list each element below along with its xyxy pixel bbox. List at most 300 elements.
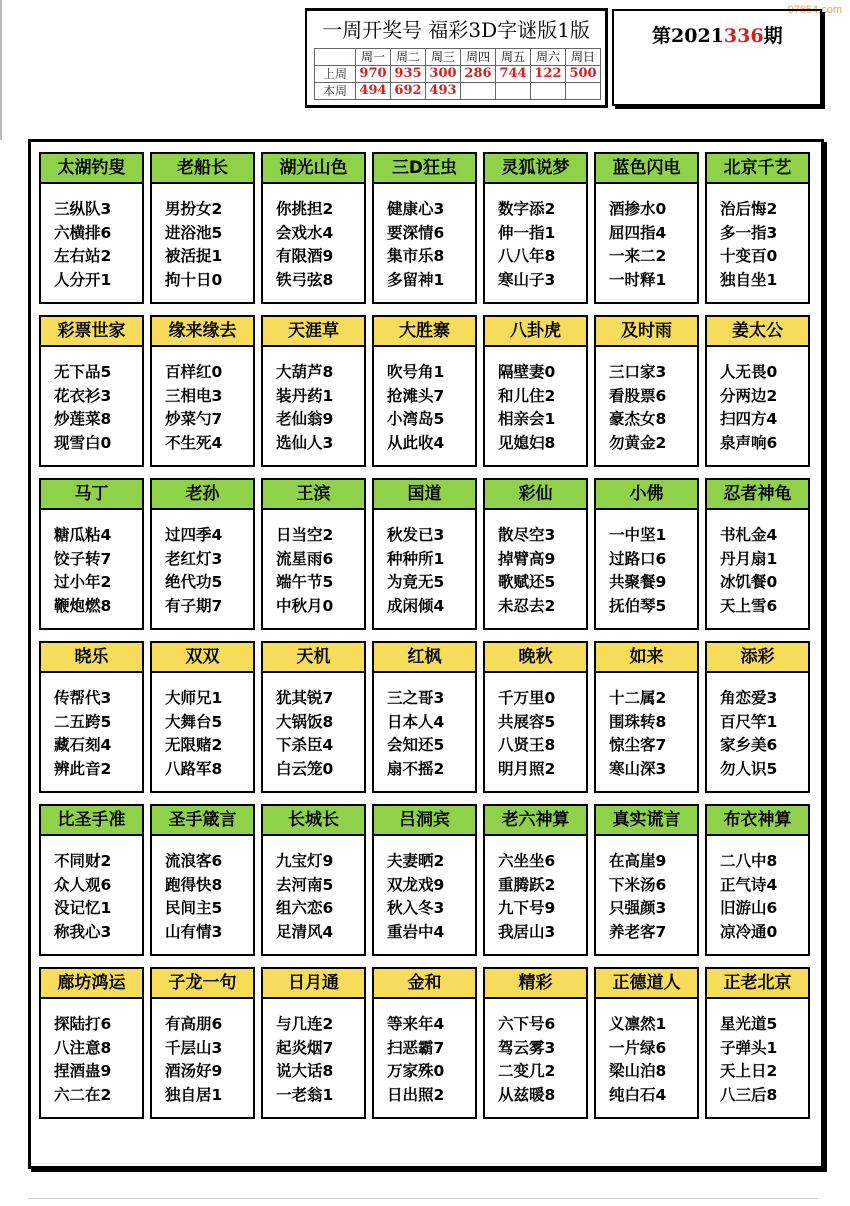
puzzle-lines bbox=[263, 673, 364, 781]
puzzle-lines bbox=[263, 510, 364, 618]
puzzle-lines bbox=[485, 184, 586, 292]
puzzle-author: 小佛 bbox=[596, 480, 697, 510]
puzzle-card bbox=[39, 152, 144, 304]
puzzle-line: 不同财2 bbox=[54, 852, 112, 870]
puzzle-line: 组六恋6 bbox=[276, 899, 334, 917]
puzzle-line: 跑得快8 bbox=[165, 875, 223, 894]
puzzle-line: 下米汤6 bbox=[609, 875, 667, 894]
puzzle-line: 扫恶霸7 bbox=[387, 1038, 445, 1057]
puzzle-lines bbox=[374, 999, 475, 1107]
puzzle-line: 捏酒蛊9 bbox=[54, 1062, 112, 1080]
draw-number: 692 bbox=[391, 83, 426, 100]
puzzle-line: 辨此音2 bbox=[54, 759, 112, 778]
bottom-divider bbox=[28, 1198, 818, 1199]
puzzle-line: 一老翁1 bbox=[276, 1085, 334, 1104]
puzzle-lines bbox=[41, 999, 142, 1107]
puzzle-line: 过四季4 bbox=[165, 526, 223, 544]
puzzle-card bbox=[150, 641, 255, 793]
puzzle-line: 千层山3 bbox=[165, 1038, 223, 1057]
puzzle-author: 子龙一句 bbox=[152, 969, 253, 999]
puzzle-author: 老船长 bbox=[152, 154, 253, 184]
puzzle-lines bbox=[152, 836, 253, 944]
puzzle-line: 冰饥餐0 bbox=[720, 573, 778, 591]
puzzle-line: 二五跨5 bbox=[54, 712, 112, 731]
puzzle-line: 泉声响6 bbox=[720, 433, 778, 452]
puzzle-line: 九宝灯9 bbox=[276, 852, 334, 870]
puzzle-card bbox=[261, 315, 366, 467]
puzzle-author: 正德道人 bbox=[596, 969, 697, 999]
puzzle-lines bbox=[596, 510, 697, 618]
puzzle-author: 吕洞宾 bbox=[374, 806, 475, 836]
puzzle-line: 正气诗4 bbox=[720, 875, 778, 894]
puzzle-line: 双龙戏9 bbox=[387, 875, 445, 894]
puzzle-line: 多留神1 bbox=[387, 270, 445, 289]
puzzle-card bbox=[483, 478, 588, 630]
puzzle-lines bbox=[485, 510, 586, 618]
puzzle-author: 八卦虎 bbox=[485, 317, 586, 347]
puzzle-line: 有高朋6 bbox=[165, 1015, 223, 1033]
puzzle-lines bbox=[152, 999, 253, 1107]
puzzle-line: 端午节5 bbox=[276, 573, 334, 591]
puzzle-line: 书札金4 bbox=[720, 526, 778, 544]
puzzle-line: 三相电3 bbox=[165, 386, 223, 405]
draw-number bbox=[531, 83, 566, 100]
puzzle-line: 百样红0 bbox=[165, 363, 223, 381]
puzzle-line: 看股票6 bbox=[609, 386, 667, 405]
puzzle-card bbox=[261, 804, 366, 956]
puzzle-line: 糖瓜粘4 bbox=[54, 526, 112, 544]
puzzle-lines bbox=[41, 347, 142, 455]
issue-number bbox=[652, 21, 783, 48]
puzzle-card bbox=[372, 315, 477, 467]
puzzle-lines bbox=[596, 184, 697, 292]
puzzle-line: 过路口6 bbox=[609, 549, 667, 568]
puzzle-line: 流星雨6 bbox=[276, 549, 334, 568]
puzzle-line: 吹号角1 bbox=[387, 363, 445, 381]
puzzle-line: 下杀臣4 bbox=[276, 736, 334, 754]
puzzle-author: 彩仙 bbox=[485, 480, 586, 510]
puzzle-line: 等来年4 bbox=[387, 1015, 445, 1033]
puzzle-line: 子弹头1 bbox=[720, 1038, 778, 1057]
puzzle-line: 被活捉1 bbox=[165, 247, 223, 265]
puzzle-author: 布衣神算 bbox=[707, 806, 808, 836]
puzzle-line: 有子期7 bbox=[165, 596, 223, 615]
puzzle-author: 王滨 bbox=[263, 480, 364, 510]
puzzle-line: 共展容5 bbox=[498, 712, 556, 731]
puzzle-lines bbox=[41, 510, 142, 618]
puzzle-card bbox=[372, 641, 477, 793]
puzzle-line: 义凛然1 bbox=[609, 1015, 667, 1033]
draw-number bbox=[461, 83, 496, 100]
puzzle-lines bbox=[596, 836, 697, 944]
puzzle-card bbox=[705, 152, 810, 304]
puzzle-line: 歌赋还5 bbox=[498, 573, 556, 591]
puzzle-card bbox=[705, 804, 810, 956]
puzzle-line: 大师兄1 bbox=[165, 689, 223, 707]
puzzle-line: 围珠转8 bbox=[609, 712, 667, 731]
puzzle-line: 小湾岛5 bbox=[387, 410, 445, 428]
puzzle-line: 伸一指1 bbox=[498, 223, 556, 242]
puzzle-author: 国道 bbox=[374, 480, 475, 510]
puzzle-line: 大舞台5 bbox=[165, 712, 223, 731]
puzzle-card bbox=[705, 315, 810, 467]
puzzle-author: 湖光山色 bbox=[263, 154, 364, 184]
puzzle-author: 姜太公 bbox=[707, 317, 808, 347]
day-label: 周六 bbox=[531, 49, 566, 66]
puzzle-lines bbox=[263, 184, 364, 292]
puzzle-line: 驾云雾3 bbox=[498, 1038, 556, 1057]
puzzle-card bbox=[483, 315, 588, 467]
puzzle-line: 散尽空3 bbox=[498, 526, 556, 544]
puzzle-line: 星光道5 bbox=[720, 1015, 778, 1033]
puzzle-line: 花衣衫3 bbox=[54, 386, 112, 405]
puzzle-card bbox=[594, 967, 699, 1119]
day-label: 周日 bbox=[566, 49, 601, 66]
puzzle-line: 旧游山6 bbox=[720, 899, 778, 917]
puzzle-lines bbox=[707, 836, 808, 944]
puzzle-lines bbox=[485, 347, 586, 455]
puzzle-author: 老孙 bbox=[152, 480, 253, 510]
puzzle-author: 精彩 bbox=[485, 969, 586, 999]
puzzle-author: 添彩 bbox=[707, 643, 808, 673]
puzzle-line: 饺子转7 bbox=[54, 549, 112, 568]
draw-number: 286 bbox=[461, 66, 496, 83]
puzzle-line: 选仙人3 bbox=[276, 433, 334, 452]
puzzle-line: 我居山3 bbox=[498, 922, 556, 941]
puzzle-line: 明月照2 bbox=[498, 759, 556, 778]
puzzle-author: 日月通 bbox=[263, 969, 364, 999]
puzzle-line: 要深情6 bbox=[387, 223, 445, 242]
puzzle-author: 圣手箴言 bbox=[152, 806, 253, 836]
day-label: 周四 bbox=[461, 49, 496, 66]
puzzle-line: 万家殊0 bbox=[387, 1062, 445, 1080]
this-week-row bbox=[315, 83, 601, 100]
puzzle-lines bbox=[152, 184, 253, 292]
puzzle-line: 为竟无5 bbox=[387, 573, 445, 591]
puzzle-line: 大葫芦8 bbox=[276, 363, 334, 381]
puzzle-line: 没记忆1 bbox=[54, 899, 112, 917]
puzzle-author: 及时雨 bbox=[596, 317, 697, 347]
puzzle-card bbox=[594, 641, 699, 793]
puzzle-line: 家乡美6 bbox=[720, 736, 778, 754]
puzzle-line: 酒掺水0 bbox=[609, 200, 667, 218]
puzzle-card bbox=[483, 641, 588, 793]
puzzle-line: 你挑担2 bbox=[276, 200, 334, 218]
puzzle-card bbox=[594, 804, 699, 956]
puzzle-author: 如来 bbox=[596, 643, 697, 673]
puzzle-line: 进浴池5 bbox=[165, 223, 223, 242]
puzzle-line: 三之哥3 bbox=[387, 689, 445, 707]
puzzle-line: 百尺竿1 bbox=[720, 712, 778, 731]
puzzle-line: 老红灯3 bbox=[165, 549, 223, 568]
puzzle-line: 八八年8 bbox=[498, 247, 556, 265]
puzzle-lines bbox=[707, 184, 808, 292]
puzzle-line: 抢滩头7 bbox=[387, 386, 445, 405]
puzzle-line: 共聚餐9 bbox=[609, 573, 667, 591]
puzzle-card bbox=[594, 152, 699, 304]
puzzle-lines bbox=[41, 836, 142, 944]
puzzle-lines bbox=[707, 673, 808, 781]
draw-number: 300 bbox=[426, 66, 461, 83]
puzzle-line: 六下号6 bbox=[498, 1015, 556, 1033]
puzzle-author: 太湖钓叟 bbox=[41, 154, 142, 184]
weekly-draw-box bbox=[305, 8, 608, 108]
header-title: 一周开奖号 福彩3D字谜版1版 bbox=[322, 18, 590, 42]
puzzle-grid bbox=[28, 139, 824, 1169]
puzzle-line: 众人观6 bbox=[54, 875, 112, 894]
puzzle-line: 六二在2 bbox=[54, 1085, 112, 1104]
puzzle-line: 传帮代3 bbox=[54, 689, 112, 707]
puzzle-author: 天涯草 bbox=[263, 317, 364, 347]
puzzle-line: 六坐坐6 bbox=[498, 852, 556, 870]
puzzle-lines bbox=[485, 836, 586, 944]
puzzle-lines bbox=[374, 184, 475, 292]
puzzle-line: 惊尘客7 bbox=[609, 736, 667, 754]
puzzle-card bbox=[39, 478, 144, 630]
puzzle-author: 天机 bbox=[263, 643, 364, 673]
puzzle-line: 独自坐1 bbox=[720, 270, 778, 289]
puzzle-line: 治后悔2 bbox=[720, 200, 778, 218]
puzzle-card bbox=[150, 478, 255, 630]
puzzle-card bbox=[594, 478, 699, 630]
puzzle-lines bbox=[152, 347, 253, 455]
puzzle-line: 三纵队3 bbox=[54, 200, 112, 218]
puzzle-line: 重岩中4 bbox=[387, 922, 445, 941]
puzzle-line: 六横排6 bbox=[54, 223, 112, 242]
puzzle-author: 灵狐说梦 bbox=[485, 154, 586, 184]
puzzle-line: 天上日2 bbox=[720, 1062, 778, 1080]
puzzle-author: 北京千艺 bbox=[707, 154, 808, 184]
puzzle-line: 探陆打6 bbox=[54, 1015, 112, 1033]
puzzle-author: 忍者神龟 bbox=[707, 480, 808, 510]
puzzle-lines bbox=[707, 510, 808, 618]
puzzle-line: 扫四方4 bbox=[720, 410, 778, 428]
draw-number: 744 bbox=[496, 66, 531, 83]
draw-number: 493 bbox=[426, 83, 461, 100]
puzzle-lines bbox=[596, 999, 697, 1107]
puzzle-line: 凉冷通0 bbox=[720, 922, 778, 941]
puzzle-line: 天上雪6 bbox=[720, 596, 778, 615]
puzzle-line: 大锅饭8 bbox=[276, 712, 334, 731]
puzzle-line: 千万里0 bbox=[498, 689, 556, 707]
puzzle-line: 人无畏0 bbox=[720, 363, 778, 381]
puzzle-line: 一时释1 bbox=[609, 270, 667, 289]
puzzle-lines bbox=[485, 673, 586, 781]
puzzle-line: 掉臂高9 bbox=[498, 549, 556, 568]
puzzle-line: 见媳妇8 bbox=[498, 433, 556, 452]
draw-number: 970 bbox=[356, 66, 391, 83]
puzzle-card bbox=[150, 152, 255, 304]
puzzle-lines bbox=[263, 836, 364, 944]
puzzle-line: 养老客7 bbox=[609, 922, 667, 941]
issue-prefix: 第2021 bbox=[652, 25, 724, 47]
puzzle-line: 炒莲菜8 bbox=[54, 410, 112, 428]
puzzle-lines bbox=[152, 510, 253, 618]
draw-number: 122 bbox=[531, 66, 566, 83]
puzzle-author: 正老北京 bbox=[707, 969, 808, 999]
puzzle-line: 现雪白0 bbox=[54, 433, 112, 452]
puzzle-line: 左右站2 bbox=[54, 247, 112, 265]
puzzle-card bbox=[39, 315, 144, 467]
corner-cell bbox=[315, 49, 356, 66]
puzzle-author: 红枫 bbox=[374, 643, 475, 673]
puzzle-card bbox=[261, 478, 366, 630]
puzzle-line: 男扮女2 bbox=[165, 200, 223, 218]
puzzle-card bbox=[150, 967, 255, 1119]
puzzle-author: 老六神算 bbox=[485, 806, 586, 836]
puzzle-line: 梁山泊8 bbox=[609, 1062, 667, 1080]
puzzle-line: 扇不摇2 bbox=[387, 759, 445, 778]
puzzle-line: 无限赌2 bbox=[165, 736, 223, 754]
puzzle-author: 缘来缘去 bbox=[152, 317, 253, 347]
puzzle-line: 说大话8 bbox=[276, 1062, 334, 1080]
puzzle-line: 纯白石4 bbox=[609, 1085, 667, 1104]
puzzle-author: 廊坊鸿运 bbox=[41, 969, 142, 999]
puzzle-line: 不生死4 bbox=[165, 433, 223, 452]
puzzle-line: 无下品5 bbox=[54, 363, 112, 381]
puzzle-line: 去河南5 bbox=[276, 875, 334, 894]
puzzle-author: 真实谎言 bbox=[596, 806, 697, 836]
puzzle-card bbox=[150, 804, 255, 956]
puzzle-line: 酒汤好9 bbox=[165, 1062, 223, 1080]
puzzle-card bbox=[483, 967, 588, 1119]
puzzle-line: 八注意8 bbox=[54, 1038, 112, 1057]
puzzle-card bbox=[705, 641, 810, 793]
puzzle-line: 十变百0 bbox=[720, 247, 778, 265]
day-label: 周二 bbox=[391, 49, 426, 66]
puzzle-line: 在高崖9 bbox=[609, 852, 667, 870]
puzzle-lines bbox=[152, 673, 253, 781]
puzzle-line: 藏石刻4 bbox=[54, 736, 112, 754]
puzzle-lines bbox=[707, 999, 808, 1107]
puzzle-line: 丹月扇1 bbox=[720, 549, 778, 568]
puzzle-line: 重腾跃2 bbox=[498, 875, 556, 894]
puzzle-card bbox=[483, 152, 588, 304]
day-label: 周五 bbox=[496, 49, 531, 66]
puzzle-line: 成闲倾4 bbox=[387, 596, 445, 615]
puzzle-line: 抚伯琴5 bbox=[609, 596, 667, 615]
puzzle-line: 秋发已3 bbox=[387, 526, 445, 544]
puzzle-line: 日当空2 bbox=[276, 526, 334, 544]
draw-number bbox=[496, 83, 531, 100]
puzzle-line: 老仙翁9 bbox=[276, 410, 334, 428]
left-edge-line bbox=[0, 0, 2, 140]
puzzle-card bbox=[705, 478, 810, 630]
puzzle-line: 二八中8 bbox=[720, 852, 778, 870]
puzzle-line: 从兹暖8 bbox=[498, 1085, 556, 1104]
puzzle-line: 一片绿6 bbox=[609, 1038, 667, 1057]
puzzle-card bbox=[705, 967, 810, 1119]
puzzle-lines bbox=[263, 999, 364, 1107]
puzzle-line: 民间主5 bbox=[165, 899, 223, 917]
puzzle-line: 屈四指4 bbox=[609, 223, 667, 242]
puzzle-line: 三口家3 bbox=[609, 363, 667, 381]
puzzle-line: 健康心3 bbox=[387, 200, 445, 218]
puzzle-line: 装丹药1 bbox=[276, 386, 334, 405]
puzzle-line: 九下号9 bbox=[498, 899, 556, 917]
puzzle-line: 秋入冬3 bbox=[387, 899, 445, 917]
puzzle-line: 鞭炮燃8 bbox=[54, 596, 112, 615]
watermark: 97654.com bbox=[787, 4, 842, 16]
day-header-row bbox=[315, 49, 601, 66]
puzzle-line: 起炎烟7 bbox=[276, 1038, 334, 1057]
day-label: 周一 bbox=[356, 49, 391, 66]
puzzle-card bbox=[594, 315, 699, 467]
puzzle-line: 勿黄金2 bbox=[609, 433, 667, 452]
puzzle-line: 勿人识5 bbox=[720, 759, 778, 778]
puzzle-line: 从此收4 bbox=[387, 433, 445, 452]
issue-digits: 336 bbox=[723, 25, 764, 47]
issue-number-box bbox=[612, 9, 822, 106]
draw-number bbox=[566, 83, 601, 100]
puzzle-line: 犹其锐7 bbox=[276, 689, 334, 707]
puzzle-line: 铁弓弦8 bbox=[276, 270, 334, 289]
puzzle-line: 隔壁妻0 bbox=[498, 363, 556, 381]
row-label: 上周 bbox=[315, 66, 356, 83]
puzzle-author: 马丁 bbox=[41, 480, 142, 510]
puzzle-line: 中秋月0 bbox=[276, 596, 334, 615]
puzzle-card bbox=[39, 804, 144, 956]
puzzle-author: 双双 bbox=[152, 643, 253, 673]
day-label: 周三 bbox=[426, 49, 461, 66]
puzzle-line: 二变几2 bbox=[498, 1062, 556, 1080]
puzzle-card bbox=[372, 967, 477, 1119]
puzzle-line: 人分开1 bbox=[54, 270, 112, 289]
draw-number: 935 bbox=[391, 66, 426, 83]
puzzle-line: 八贤王8 bbox=[498, 736, 556, 754]
puzzle-author: 三D狂虫 bbox=[374, 154, 475, 184]
puzzle-lines bbox=[374, 836, 475, 944]
puzzle-line: 日本人4 bbox=[387, 712, 445, 731]
puzzle-lines bbox=[263, 347, 364, 455]
puzzle-line: 种种所1 bbox=[387, 549, 445, 568]
puzzle-line: 角恋爱3 bbox=[720, 689, 778, 707]
puzzle-card bbox=[39, 967, 144, 1119]
puzzle-lines bbox=[596, 347, 697, 455]
puzzle-author: 长城长 bbox=[263, 806, 364, 836]
puzzle-author: 晚秋 bbox=[485, 643, 586, 673]
puzzle-card bbox=[39, 641, 144, 793]
puzzle-author: 比圣手准 bbox=[41, 806, 142, 836]
puzzle-line: 一中坚1 bbox=[609, 526, 667, 544]
puzzle-line: 八三后8 bbox=[720, 1085, 778, 1104]
puzzle-author: 大胜寨 bbox=[374, 317, 475, 347]
draw-number: 500 bbox=[566, 66, 601, 83]
puzzle-line: 十二属2 bbox=[609, 689, 667, 707]
puzzle-lines bbox=[374, 673, 475, 781]
puzzle-author: 蓝色闪电 bbox=[596, 154, 697, 184]
puzzle-card bbox=[261, 967, 366, 1119]
puzzle-line: 绝代功5 bbox=[165, 573, 223, 591]
puzzle-line: 白云笼0 bbox=[276, 759, 334, 778]
draw-number: 494 bbox=[356, 83, 391, 100]
puzzle-card bbox=[150, 315, 255, 467]
puzzle-line: 足清风4 bbox=[276, 922, 334, 941]
puzzle-card bbox=[372, 478, 477, 630]
puzzle-lines bbox=[374, 510, 475, 618]
puzzle-line: 日出照2 bbox=[387, 1085, 445, 1104]
puzzle-line: 会知还5 bbox=[387, 736, 445, 754]
puzzle-line: 山有情3 bbox=[165, 922, 223, 941]
puzzle-lines bbox=[41, 673, 142, 781]
issue-suffix: 期 bbox=[763, 25, 783, 47]
puzzle-line: 会戏水4 bbox=[276, 223, 334, 242]
puzzle-line: 未忍去2 bbox=[498, 596, 556, 615]
puzzle-line: 只强颜3 bbox=[609, 899, 667, 917]
puzzle-author: 晓乐 bbox=[41, 643, 142, 673]
puzzle-line: 八路军8 bbox=[165, 759, 223, 778]
puzzle-line: 寒山子3 bbox=[498, 270, 556, 289]
